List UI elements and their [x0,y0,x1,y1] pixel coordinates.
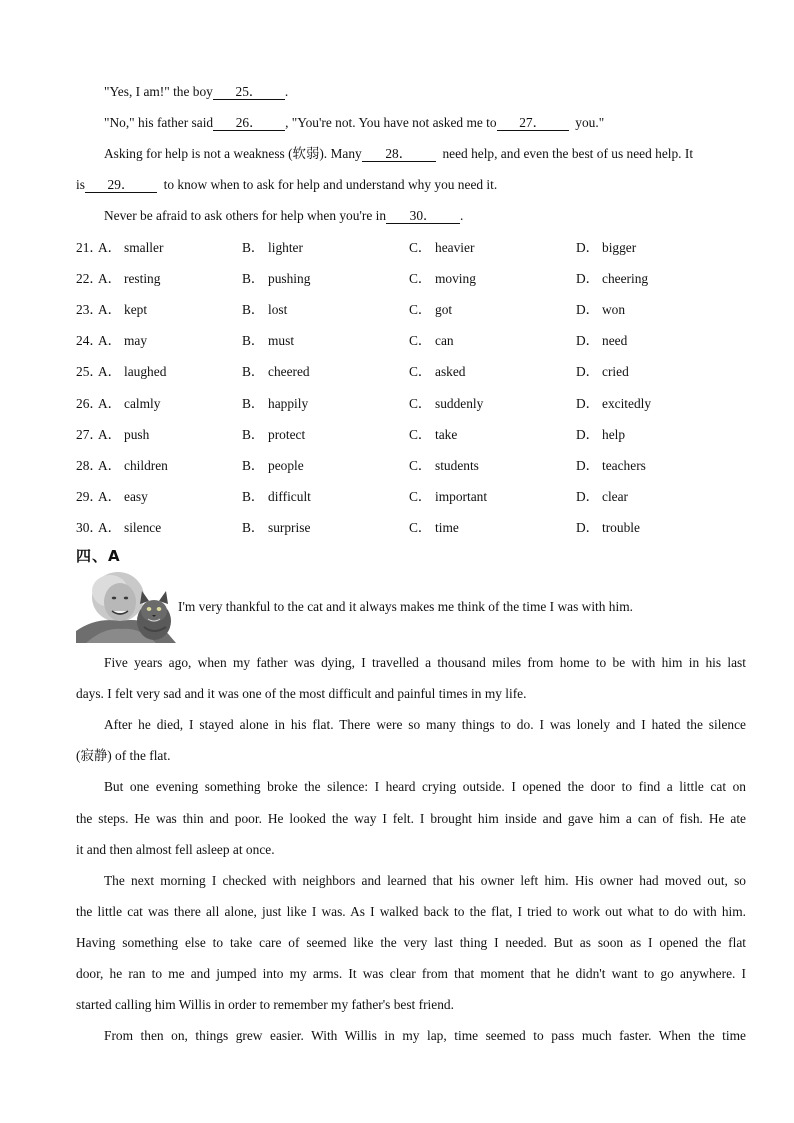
passage-line: the little cat was there all alone, just like I was. As I walked back to the flat, I tried to work out what to do with him. [76,903,746,919]
option-letter: B． [242,364,265,380]
option-text: take [435,426,458,442]
option-text: lighter [268,240,303,255]
option-letter: B． [242,333,265,349]
option-d [576,488,628,506]
option-b [242,239,303,257]
option-letter: A． [98,488,122,504]
question-row [76,457,716,475]
option-letter: C． [409,457,432,473]
question-number: 27． [76,426,103,442]
option-letter: A． [98,426,122,442]
option-text: can [435,333,454,349]
question-number: 21． [76,240,103,255]
cloze-text: . [460,208,464,223]
option-text: protect [268,426,306,442]
option-a [98,426,149,444]
cloze-text: you." [575,115,605,130]
question-row [76,239,716,257]
option-a [98,270,160,288]
option-b [242,301,287,319]
option-letter: A． [98,364,122,380]
option-b [242,457,304,475]
question-number: 26． [76,395,103,411]
option-letter: B． [242,395,265,411]
option-text: resting [124,271,161,287]
option-text: must [268,333,295,349]
option-letter: A． [98,457,122,473]
option-letter: D． [576,519,600,535]
option-letter: D． [576,457,600,473]
blank-29: 29． [85,177,157,193]
passage-line: the steps. He was thin and poor. He looked the way I felt. I brought him inside and gave him a can of fish. He ate [76,810,746,826]
option-text: children [124,457,168,473]
option-text: kept [124,302,148,318]
option-d [576,332,627,350]
option-text: laughed [124,364,167,380]
question-row [76,332,716,350]
passage-line: Five years ago, when my father was dying, I travelled a thousand miles from home to be with him in his last [104,655,746,670]
option-text: trouble [602,519,640,535]
question-row [76,426,716,444]
option-letter: C． [409,395,432,411]
option-a [98,239,163,257]
option-text: students [435,457,479,473]
blank-27: 27． [497,115,569,131]
option-letter: D． [576,302,600,318]
option-letter: B． [242,240,265,255]
option-letter: D． [576,395,600,411]
cloze-text: Never be afraid to ask others for help when you're in [104,208,387,223]
option-letter: C． [409,271,432,287]
option-d [576,270,648,288]
question-row [76,270,716,288]
cloze-text: to know when to ask for help and understand why you need it. [163,177,498,192]
option-b [242,363,310,381]
option-b [242,519,310,537]
option-letter: B． [242,488,265,504]
option-c [409,395,483,413]
question-row [76,395,716,413]
question-row [76,301,716,319]
option-d [576,519,640,537]
blank-28: 28． [362,146,436,162]
option-letter: D． [576,333,600,349]
passage-line: But one evening something broke the silence: I heard crying outside. I opened the door to find a little cat on [104,779,746,795]
passage-intro: I'm very thankful to the cat and it always makes me think of the time I was with him. [178,599,633,614]
option-letter: B． [242,271,265,287]
passage-line: The next morning I checked with neighbors and learned that his owner left him. His owner had moved out, so [104,872,746,888]
option-text: happily [268,395,309,411]
option-c [409,301,452,319]
cloze-text: is [76,177,85,192]
option-letter: B． [242,302,265,318]
option-letter: B． [242,457,265,473]
option-letter: D． [576,426,600,442]
option-b [242,426,305,444]
option-letter: D． [576,240,600,255]
question-number: 28． [76,457,103,473]
option-text: got [435,302,453,318]
option-text: cheered [268,364,310,380]
option-letter: D． [576,271,600,287]
option-text: won [602,302,626,318]
option-text: surprise [268,519,311,535]
question-number: 29． [76,488,103,504]
option-text: may [124,333,148,349]
option-a [98,332,147,350]
option-text: important [435,488,488,504]
cloze-text: need help, and even the best of us need help. It [442,146,694,161]
option-text: bigger [602,240,637,255]
option-b [242,395,308,413]
option-text: cried [602,364,629,380]
cloze-line-28 [104,145,693,163]
blank-25: 25． [213,84,285,100]
passage-line: door, he ran to me and jumped into my arms. It was clear from that moment that he didn't want to go anywhere. I [76,966,746,981]
option-b [242,270,310,288]
option-a [98,519,161,537]
option-c [409,488,487,506]
option-letter: A． [98,333,122,349]
blank-30: 30． [386,208,460,224]
option-text: need [602,333,628,349]
cloze-line-30 [104,207,463,225]
option-d [576,363,629,381]
question-row [76,519,716,537]
section-heading: 四、A [76,547,121,565]
option-a [98,457,168,475]
option-text: smaller [124,240,164,255]
option-text: asked [435,364,466,380]
option-a [98,395,160,413]
option-text: difficult [268,488,311,504]
cloze-text: , "You're not. You have not asked me to [285,115,497,130]
cloze-text: Asking for help is not a weakness (软弱). Many [104,146,362,161]
woman-with-cat-photo [76,571,176,643]
option-b [242,332,294,350]
question-number: 25． [76,364,103,380]
option-text: easy [124,488,148,504]
option-text: pushing [268,271,311,287]
passage-line: it and then almost fell asleep at once. [76,841,275,857]
option-text: teachers [602,457,646,473]
option-text: time [435,519,459,535]
option-letter: C． [409,364,432,380]
option-text: help [602,426,626,442]
option-letter: A． [98,302,122,318]
cloze-text: . [284,84,289,99]
passage-line: From then on, things grew easier. With Willis in my lap, time seemed to pass much faster. When the time [104,1028,746,1044]
option-d [576,395,651,413]
option-letter: D． [576,488,600,504]
option-text: silence [124,519,162,535]
option-text: moving [435,271,476,287]
option-c [409,332,454,350]
blank-26: 26． [213,115,285,131]
option-text: lost [268,302,288,318]
option-text: calmly [124,395,161,411]
cloze-line-25 [104,83,288,101]
option-letter: B． [242,519,265,535]
option-d [576,239,636,257]
option-text: heavier [435,240,475,255]
option-letter: C． [409,519,432,535]
option-a [98,301,147,319]
option-d [576,457,646,475]
question-number: 24． [76,333,103,349]
passage-line: Having something else to take care of seemed like the very last thing I needed. But as soon as I opened the flat [76,934,746,950]
question-number: 23． [76,302,103,318]
option-letter: A． [98,519,122,535]
option-c [409,363,466,381]
option-text: suddenly [435,395,484,411]
cloze-line-26-27 [104,114,604,132]
cloze-text: "Yes, I am!" the boy [104,84,213,99]
option-letter: D． [576,364,600,380]
option-d [576,301,625,319]
option-letter: C． [409,426,432,442]
option-letter: C． [409,488,432,504]
passage-line: days. I felt very sad and it was one of the most difficult and painful times in my life. [76,686,527,702]
option-text: clear [602,488,629,504]
question-number: 30． [76,519,103,535]
option-letter: B． [242,426,265,442]
option-text: cheering [602,271,649,287]
cloze-text: "No," his father said [104,115,214,130]
option-c [409,457,479,475]
option-c [409,519,459,537]
question-row [76,363,716,381]
option-text: people [268,457,304,473]
option-text: push [124,426,150,442]
question-number: 22． [76,271,103,287]
passage-line: started calling him Willis in order to remember my father's best friend. [76,997,454,1013]
option-b [242,488,311,506]
option-letter: C． [409,302,432,318]
option-c [409,270,476,288]
option-c [409,239,474,257]
option-letter: A． [98,271,122,287]
option-a [98,488,148,506]
option-letter: A． [98,240,122,255]
option-c [409,426,457,444]
option-letter: C． [409,240,432,255]
cloze-line-29 [76,176,497,194]
question-row [76,488,716,506]
passage-line: After he died, I stayed alone in his flat. There were so many things to do. I was lonely and I hated the silence [104,717,746,733]
option-a [98,363,166,381]
option-text: excitedly [602,395,652,411]
option-letter: A． [98,395,122,411]
passage-line: (寂静) of the flat. [76,748,171,764]
option-letter: C． [409,333,432,349]
option-d [576,426,625,444]
